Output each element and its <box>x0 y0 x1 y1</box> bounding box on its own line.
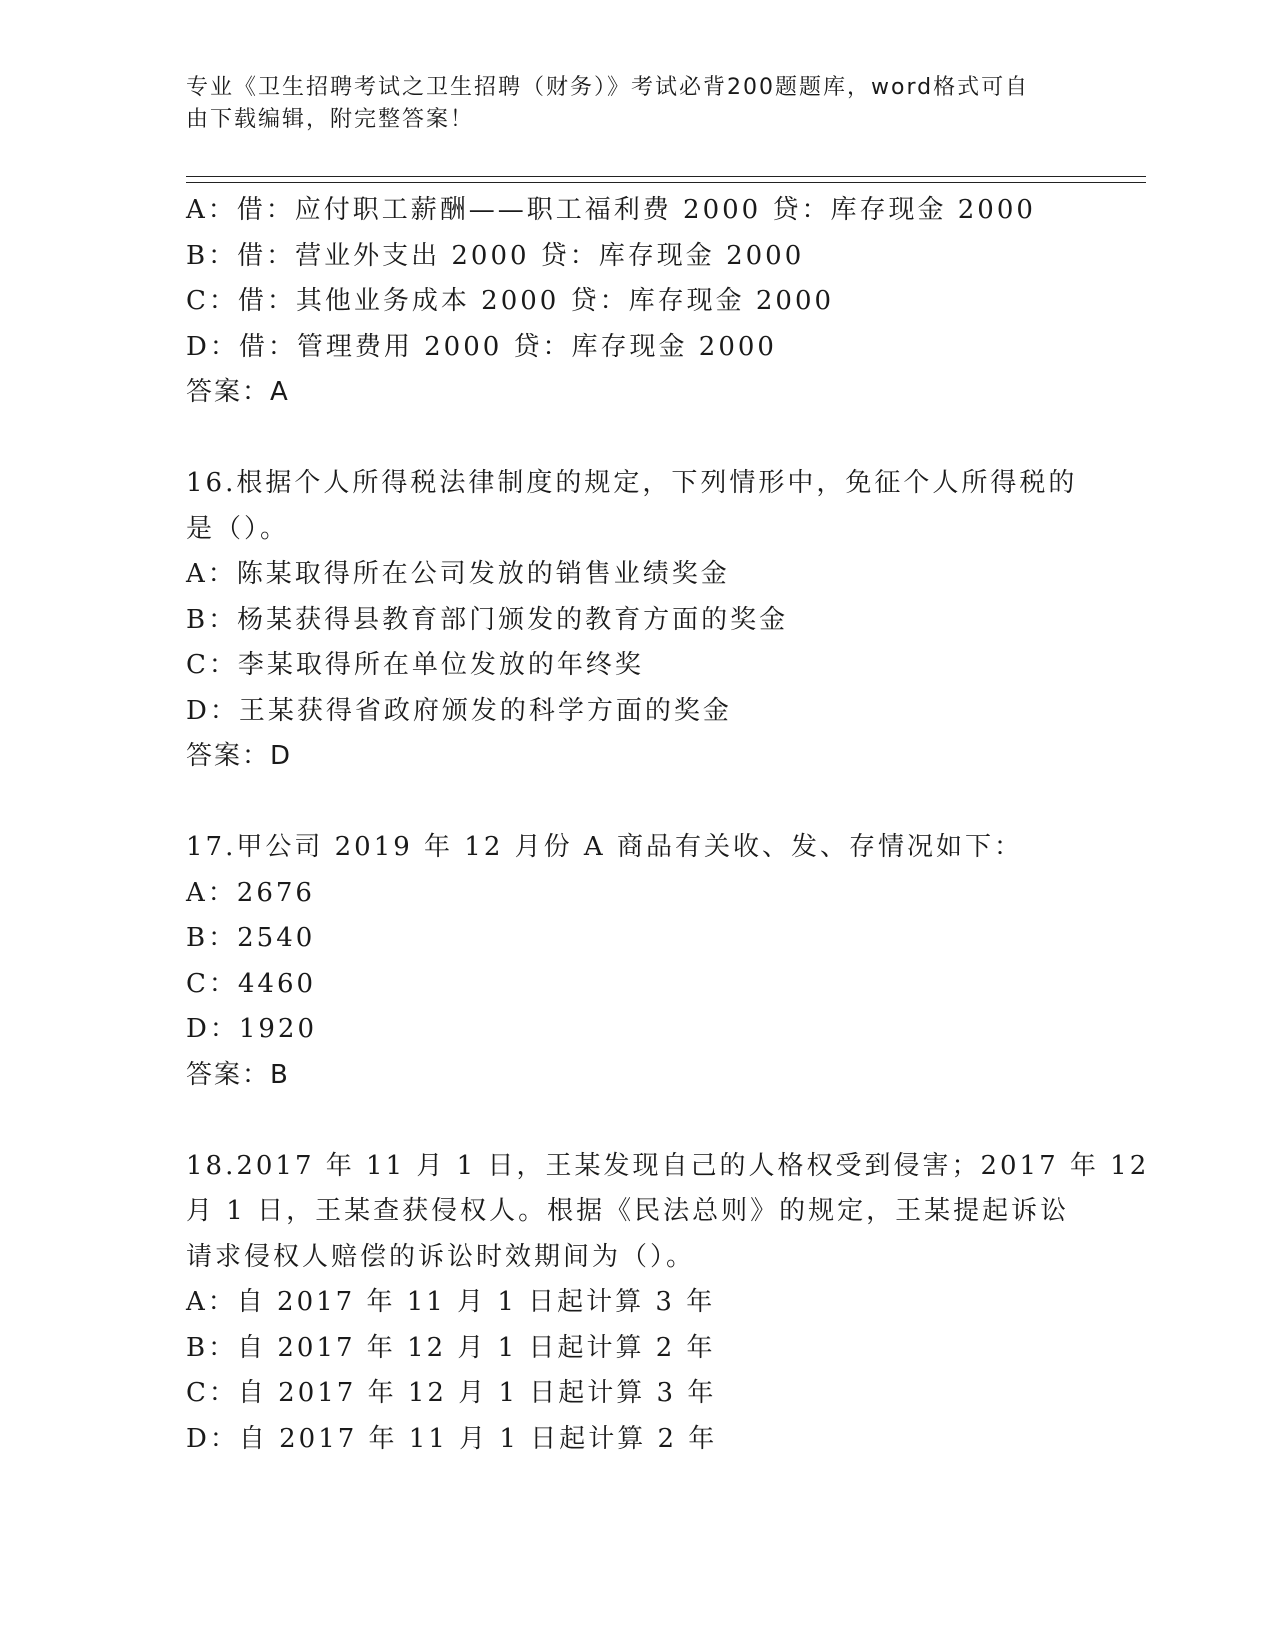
header-line-1: 专业《卫生招聘考试之卫生招聘（财务）》考试必背200题题库，word格式可自 <box>186 75 1030 100</box>
spacer <box>186 416 1086 462</box>
header-rule-top <box>186 176 1146 177</box>
option-c: C：4460 <box>186 968 317 999</box>
question-stem: 请求侵权人赔偿的诉讼时效期间为（）。 <box>186 1241 696 1272</box>
option-d: D：自 2017 年 11 月 1 日起计算 2 年 <box>186 1423 718 1454</box>
question-15 <box>186 188 1086 416</box>
question-16 <box>186 461 1086 780</box>
question-18 <box>186 1144 1150 1463</box>
spacer <box>186 1098 1086 1144</box>
answer: 答案：D <box>186 741 293 771</box>
option-c: C：借：其他业务成本 2000 贷：库存现金 2000 <box>186 286 835 316</box>
option-d: D：1920 <box>186 1014 318 1044</box>
spacer <box>186 780 1086 826</box>
document-header <box>186 72 1066 136</box>
question-stem: 是（）。 <box>186 513 290 544</box>
option-a: A：借：应付职工薪酬——职工福利费 2000 贷：库存现金 2000 <box>186 195 1036 225</box>
option-a: A：2676 <box>186 877 315 908</box>
option-b: B：自 2017 年 12 月 1 日起计算 2 年 <box>186 1332 716 1363</box>
question-stem: 16.根据个人所得税法律制度的规定，下列情形中，免征个人所得税的 <box>186 468 1078 498</box>
option-c: C：自 2017 年 12 月 1 日起计算 3 年 <box>186 1378 717 1408</box>
question-stem: 月 1 日，王某查获侵权人。根据《民法总则》的规定，王某提起诉讼 <box>186 1196 1070 1226</box>
document-body <box>186 188 1150 1462</box>
option-a: A：陈某取得所在公司发放的销售业绩奖金 <box>186 559 730 589</box>
option-c: C：李某取得所在单位发放的年终奖 <box>186 650 644 680</box>
answer: 答案：A <box>186 377 290 407</box>
option-b: B：杨某获得县教育部门颁发的教育方面的奖金 <box>186 604 789 635</box>
option-d: D：王某获得省政府颁发的科学方面的奖金 <box>186 695 732 726</box>
option-b: B：借：营业外支出 2000 贷：库存现金 2000 <box>186 240 805 271</box>
option-a: A：自 2017 年 11 月 1 日起计算 3 年 <box>186 1287 716 1317</box>
option-d: D：借：管理费用 2000 贷：库存现金 2000 <box>186 331 777 362</box>
option-b: B：2540 <box>186 923 316 953</box>
header-line-2: 由下载编辑，附完整答案！ <box>186 107 475 132</box>
question-stem: 18.2017 年 11 月 1 日，王某发现自己的人格权受到侵害；2017 年 12 <box>186 1150 1150 1181</box>
question-17 <box>186 825 1086 1098</box>
header-rule-bottom <box>186 182 1146 183</box>
question-stem: 17.甲公司 2019 年 12 月份 A 商品有关收、发、存情况如下： <box>186 832 1023 862</box>
answer: 答案：B <box>186 1059 290 1090</box>
